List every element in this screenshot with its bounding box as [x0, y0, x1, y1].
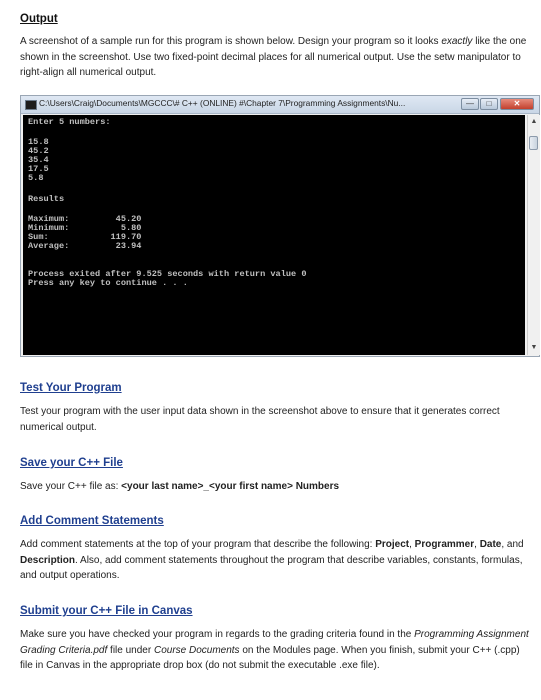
- console-app-icon: [25, 100, 37, 110]
- console-line: 15.8: [28, 137, 49, 147]
- console-line: 45.2: [28, 146, 49, 156]
- console-output: [23, 115, 525, 355]
- maximize-button[interactable]: □: [480, 98, 498, 110]
- save-paragraph: Save your C++ file as: <your last name>_<your first name> Numbers: [20, 481, 340, 492]
- output-paragraph: A screenshot of a sample run for this program is shown below. Design your program so it looks exactly like the one shown in the screenshot. Use two fixed-point decimal places for all numerical output. Use the setw manipulator to right-align all numerical output.: [20, 36, 527, 78]
- console-line: Sum: 119.70: [28, 232, 142, 242]
- console-line: Enter 5 numbers:: [28, 117, 111, 127]
- comments-paragraph: Add comment statements at the top of your program that describe the following: Project, Programmer, Date, and Description. Also, add comment statements throughout the program that describe variables, constants, formulas, and output operations.: [20, 539, 524, 581]
- close-button[interactable]: ✕: [500, 98, 534, 110]
- test-paragraph: Test your program with the user input data shown in the screenshot above to ensure that it generates correct numerical output.: [20, 406, 500, 433]
- comments-heading: Add Comment Statements: [20, 515, 164, 527]
- console-window-screenshot: [20, 95, 540, 357]
- submit-heading: Submit your C++ File in Canvas: [20, 605, 193, 617]
- console-line: 35.4: [28, 155, 49, 165]
- console-line: 17.5: [28, 164, 49, 174]
- console-line: Average: 23.94: [28, 241, 142, 251]
- minimize-button[interactable]: —: [461, 98, 479, 110]
- scroll-up-icon[interactable]: ▲: [530, 118, 538, 125]
- output-heading: Output: [20, 13, 58, 25]
- test-heading: Test Your Program: [20, 382, 122, 394]
- console-line: Process exited after 9.525 seconds with return value 0: [28, 269, 307, 279]
- vertical-scrollbar[interactable]: [527, 115, 540, 355]
- submit-paragraph: Make sure you have checked your program in regards to the grading criteria found in the Programming Assignment Grading Criteria.pdf file under Course Documents on the Modules page. When you finish, submit your C++ (.cpp) file in Canvas in the appropriate drop box (do not submit the executable .exe file).: [20, 629, 529, 671]
- window-titlebar: [21, 96, 539, 114]
- save-heading: Save your C++ File: [20, 457, 123, 469]
- console-line: Press any key to continue . . .: [28, 278, 188, 288]
- console-line: Minimum: 5.80: [28, 223, 142, 233]
- scroll-down-icon[interactable]: ▼: [530, 344, 538, 351]
- window-title: C:\Users\Craig\Documents\MGCCC\# C++ (ONLINE) #\Chapter 7\Programming Assignments\Nu...: [39, 98, 406, 108]
- console-line: 5.8: [28, 173, 44, 183]
- console-line: Results: [28, 194, 65, 204]
- scrollbar-thumb[interactable]: [529, 136, 538, 150]
- console-line: Maximum: 45.20: [28, 214, 142, 224]
